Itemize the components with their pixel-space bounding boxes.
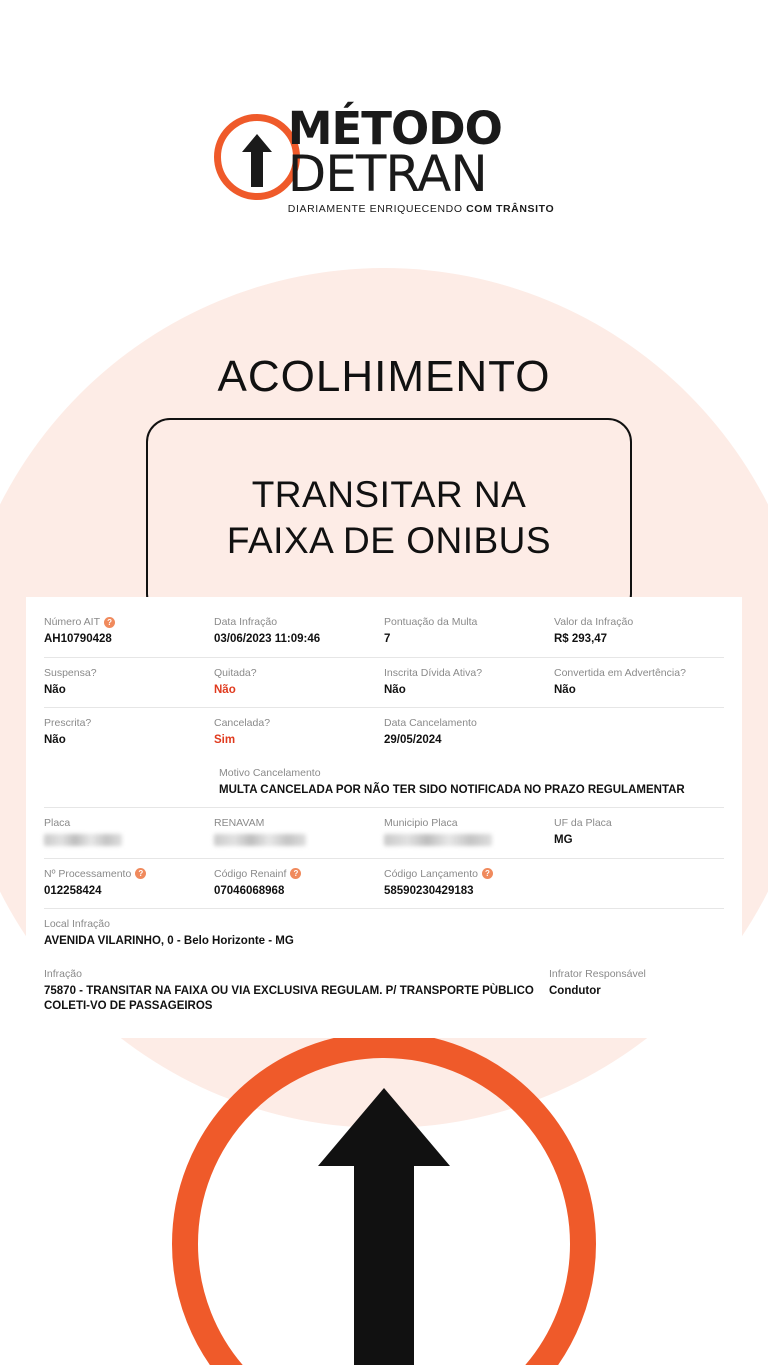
suspensa-label: Suspensa? [44, 666, 97, 679]
bottom-arrow-stem [354, 1160, 414, 1365]
help-icon[interactable]: ? [104, 617, 115, 628]
brand-tagline [288, 203, 554, 215]
help-icon[interactable]: ? [290, 868, 301, 879]
brand-logo [0, 102, 768, 216]
field-convertida [554, 667, 724, 699]
renavam-label: RENAVAM [214, 817, 265, 830]
quitada-value: Não [214, 683, 236, 696]
redacted-renavam [214, 834, 306, 846]
field-codigo-lancamento [384, 868, 554, 900]
callout-box [146, 418, 632, 618]
codigo-lancamento-value: 58590230429183 [384, 884, 474, 897]
field-suspensa [44, 667, 214, 699]
details-row [44, 909, 724, 959]
field-local-infracao [44, 918, 724, 950]
page-title: ACOLHIMENTO [217, 352, 551, 401]
divida-ativa-value: Não [384, 683, 406, 696]
local-infracao-label: Local Infração [44, 918, 110, 931]
field-spacer [44, 767, 219, 799]
brand-name-line1: MÉTODO [287, 102, 502, 155]
field-divida-ativa [384, 667, 554, 699]
redacted-municipio [384, 834, 492, 846]
bottom-arrow-icon [318, 1088, 450, 1166]
cancelada-label: Cancelada? [214, 717, 271, 730]
pontuacao-value: 7 [384, 633, 391, 645]
motivo-cancelamento-label: Motivo Cancelamento [219, 766, 321, 779]
infrator-value: Condutor [549, 984, 601, 997]
field-prescrita [44, 717, 214, 749]
pontuacao-label: Pontuação da Multa [384, 616, 478, 628]
brand-tagline-pre: DIARIAMENTE ENRIQUECENDO [287, 203, 467, 216]
municipio-placa-value [384, 833, 544, 849]
valor-value: R$ 293,47 [554, 633, 608, 645]
uf-placa-value: MG [554, 834, 573, 847]
uf-placa-label: UF da Placa [554, 817, 612, 830]
help-icon[interactable]: ? [482, 868, 493, 879]
motivo-cancelamento-value: MULTA CANCELADA POR NÃO TER SIDO NOTIFICADA NO PRAZO REGULAMENTAR [219, 783, 685, 796]
codigo-lancamento-label: Código Lançamento [384, 867, 478, 880]
field-motivo-cancelamento [219, 767, 724, 799]
data-infracao-value: 03/06/2023 11:09:46 [214, 633, 321, 645]
municipio-placa-label: Municipio Placa [384, 817, 458, 830]
callout-line1: TRANSITAR NA [251, 474, 527, 515]
prescrita-label: Prescrita? [44, 717, 92, 730]
field-infracao [44, 968, 549, 1015]
field-quitada [214, 667, 384, 699]
details-row [44, 658, 724, 709]
cancelada-value: Sim [214, 734, 236, 747]
field-empty [554, 868, 724, 900]
details-row [44, 959, 724, 1024]
field-renavam [214, 817, 384, 849]
field-infrator [549, 968, 724, 1015]
numero-ait-label: Número AIT [44, 616, 101, 628]
field-data-cancelamento [384, 717, 554, 749]
field-n-processamento [44, 868, 214, 900]
prescrita-value: Não [44, 734, 66, 747]
placa-value [44, 833, 204, 849]
field-empty [554, 717, 724, 749]
field-pontuacao [384, 616, 554, 648]
brand-name-line2: DETRAN [287, 144, 487, 203]
data-cancelamento-value: 29/05/2024 [384, 734, 442, 747]
field-uf-placa [554, 817, 724, 849]
field-placa [44, 817, 214, 849]
infracao-label: Infração [44, 967, 82, 980]
convertida-label: Convertida em Advertência? [554, 666, 686, 679]
redacted-placa [44, 834, 122, 846]
valor-label: Valor da Infração [554, 616, 634, 628]
details-row [44, 808, 724, 859]
codigo-renainf-value: 07046068968 [214, 884, 285, 897]
renavam-value [214, 833, 374, 849]
help-icon[interactable]: ? [135, 868, 146, 879]
field-numero-ait [44, 616, 214, 648]
field-municipio-placa [384, 817, 554, 849]
infrator-label: Infrator Responsável [549, 967, 646, 980]
details-row [44, 758, 724, 809]
codigo-renainf-label: Código Renainf [214, 867, 287, 880]
n-processamento-label: Nº Processamento [44, 867, 132, 880]
local-infracao-value: AVENIDA VILARINHO, 0 - Belo Horizonte - MG [44, 935, 294, 948]
field-data-infracao [214, 616, 384, 648]
field-cancelada [214, 717, 384, 749]
quitada-label: Quitada? [214, 666, 257, 679]
data-cancelamento-label: Data Cancelamento [384, 717, 477, 730]
placa-label: Placa [44, 817, 71, 830]
callout-line2: FAIXA DE ONIBUS [226, 520, 552, 562]
field-valor [554, 616, 724, 648]
infraction-details-card [26, 597, 742, 1038]
details-row [44, 859, 724, 910]
divida-ativa-label: Inscrita Dívida Ativa? [384, 666, 483, 679]
details-row [44, 607, 724, 658]
convertida-value: Não [554, 683, 576, 696]
brand-tagline-bold: COM TRÂNSITO [466, 203, 555, 216]
suspensa-value: Não [44, 683, 66, 696]
details-row [44, 708, 724, 758]
infracao-value: 75870 - TRANSITAR NA FAIXA OU VIA EXCLUSIVA REGULAM. P/ TRANSPORTE PÙBLICO COLETI-VO DE PASSAGEIROS [44, 984, 534, 1013]
data-infracao-label: Data Infração [214, 616, 278, 628]
field-codigo-renainf [214, 868, 384, 900]
numero-ait-value: AH10790428 [44, 633, 112, 645]
n-processamento-value: 012258424 [44, 884, 102, 897]
